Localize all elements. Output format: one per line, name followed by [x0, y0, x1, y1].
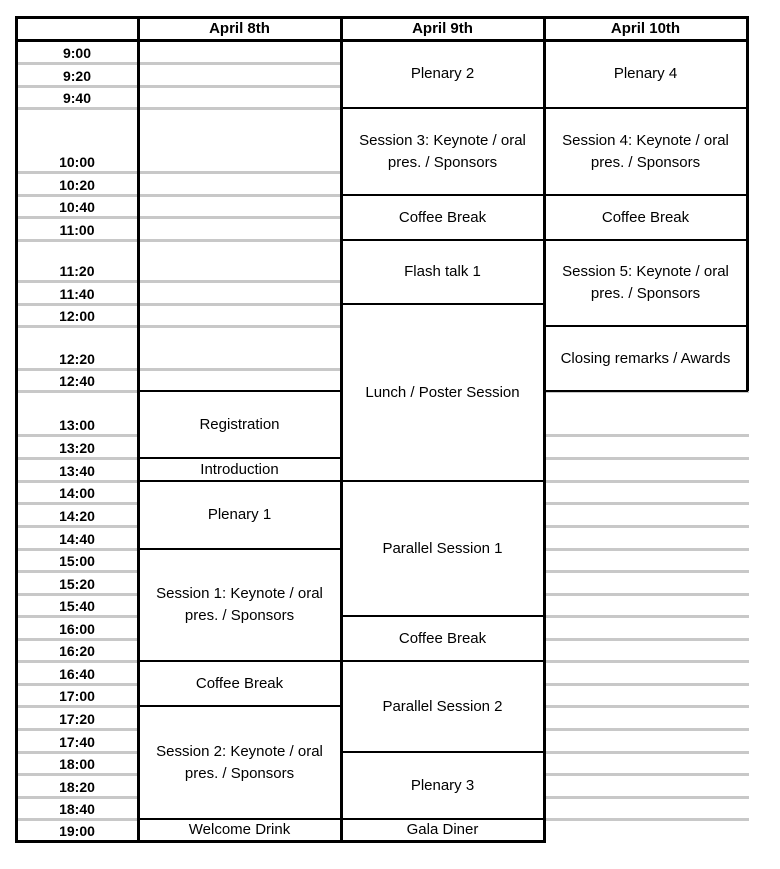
event-block: Coffee Break	[340, 615, 545, 662]
time-label: 17:40	[59, 734, 95, 750]
event-block: Registration	[137, 390, 342, 459]
time-label: 10:00	[59, 154, 95, 170]
corner-header-cell	[16, 17, 138, 40]
day-header-april-9: April 9th	[412, 20, 473, 37]
event-block: Session 3: Keynote / oral pres. / Sponsors	[340, 107, 545, 196]
column-divider	[340, 16, 343, 843]
event-block: Session 2: Keynote / oral pres. / Sponsors	[137, 705, 342, 820]
event-block: Plenary 3	[340, 751, 545, 820]
event-block: Session 5: Keynote / oral pres. / Sponsors	[543, 239, 748, 327]
event-block: Plenary 4	[543, 39, 748, 109]
event-block: Introduction	[137, 457, 342, 482]
event-block: Plenary 1	[137, 480, 342, 550]
header-divider	[15, 39, 748, 42]
event-block: Flash talk 1	[340, 239, 545, 305]
event-block: Parallel Session 1	[340, 480, 545, 617]
time-label: 13:20	[59, 440, 95, 456]
event-block: Coffee Break	[137, 660, 342, 707]
time-label: 10:20	[59, 177, 95, 193]
table-border-bottom	[15, 840, 546, 843]
time-label: 16:40	[59, 666, 95, 682]
event-block: Coffee Break	[340, 194, 545, 241]
time-label: 16:00	[59, 621, 95, 637]
table-border-right-header	[746, 16, 749, 391]
time-label: 12:20	[59, 351, 95, 367]
column-divider	[543, 16, 546, 843]
time-label: 9:00	[62, 45, 92, 61]
time-label: 18:40	[59, 801, 95, 817]
time-label: 9:40	[62, 90, 92, 106]
time-label: 13:40	[59, 463, 95, 479]
time-label: 19:00	[59, 823, 95, 839]
event-block: Plenary 2	[340, 39, 545, 109]
day-header-april-10: April 10th	[610, 20, 681, 37]
event-block: Closing remarks / Awards	[543, 325, 748, 392]
event-block: Gala Diner	[340, 818, 545, 842]
time-label: 13:00	[59, 417, 95, 433]
time-label: 12:40	[59, 373, 95, 389]
time-label: 10:40	[59, 199, 95, 215]
time-label: 9:20	[62, 68, 92, 84]
time-label: 15:20	[59, 576, 95, 592]
time-label: 11:20	[59, 263, 95, 279]
time-label: 14:20	[59, 508, 95, 524]
time-label: 15:00	[59, 553, 95, 569]
time-label: 18:20	[59, 779, 95, 795]
time-label: 16:20	[59, 643, 95, 659]
time-label: 14:00	[59, 485, 95, 501]
time-label: 12:00	[59, 308, 95, 324]
time-label: 17:20	[59, 711, 95, 727]
column-divider	[137, 16, 140, 843]
time-label: 15:40	[59, 598, 95, 614]
event-block: Session 4: Keynote / oral pres. / Sponsors	[543, 107, 748, 196]
event-block: Session 1: Keynote / oral pres. / Sponsors	[137, 548, 342, 662]
event-block: Welcome Drink	[137, 818, 342, 842]
table-border-top	[15, 16, 748, 19]
event-block: Lunch / Poster Session	[340, 303, 545, 482]
time-label: 18:00	[59, 756, 95, 772]
event-block: Parallel Session 2	[340, 660, 545, 753]
time-label: 11:40	[59, 286, 95, 302]
time-label: 14:40	[59, 531, 95, 547]
day-header-april-8: April 8th	[209, 20, 270, 37]
time-label: 11:00	[59, 222, 95, 238]
time-label: 17:00	[59, 688, 95, 704]
event-block: Coffee Break	[543, 194, 748, 241]
table-border-left	[15, 16, 18, 843]
